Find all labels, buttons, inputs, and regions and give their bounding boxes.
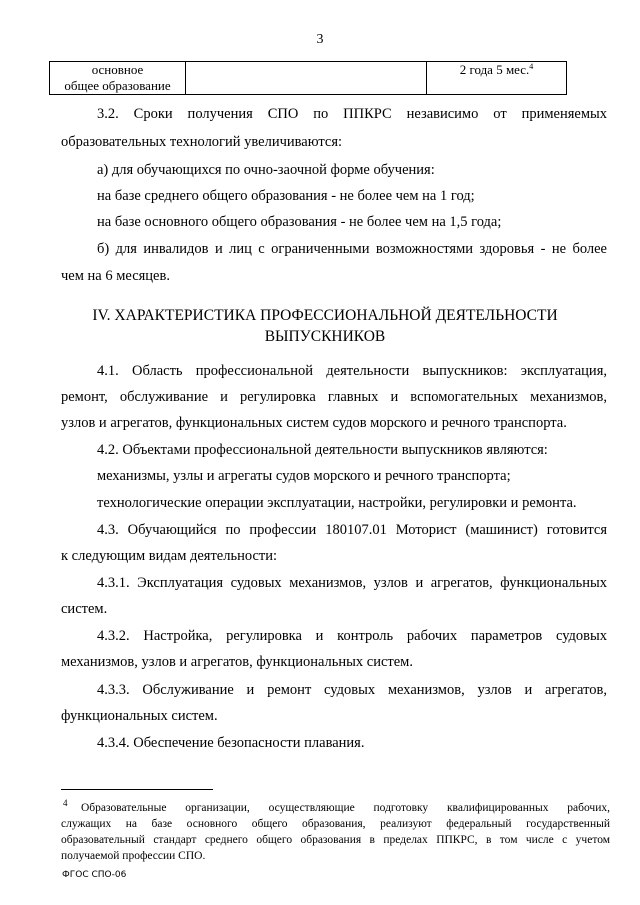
paragraph-4-3-4: 4.3.4. Обеспечение безопасности плавания. [97,735,365,751]
duration-cell [427,62,567,95]
paragraph-4-3-3-line1: 4.3.3. Обслуживание и ремонт судовых механизмов, узлов и агрегатов, [97,682,607,698]
page-number: 3 [316,32,324,47]
section-heading-line2: ВЫПУСКНИКОВ [264,328,386,345]
paragraph-3-2-item-a: а) для обучающихся по очно-заочной форме обучения: [97,162,435,178]
paragraph-3-2-line2: образовательных технологий увеличиваются: [61,134,343,150]
paragraph-4-3-line2: к следующим видам деятельности: [61,548,278,564]
paragraph-3-2-item-b-line2: чем на 6 месяцев. [61,268,170,284]
footnote-reference: 4 [529,62,534,71]
section-heading-line1: IV. ХАРАКТЕРИСТИКА ПРОФЕССИОНАЛЬНОЙ ДЕЯТЕЛЬНОСТИ [92,307,558,324]
duration-value: 2 года 5 мес. [459,62,530,77]
duration-table [49,61,567,95]
paragraph-4-3-2-line1: 4.3.2. Настройка, регулировка и контроль рабочих параметров судовых [97,628,607,644]
paragraph-3-2-line1: 3.2. Сроки получения СПО по ППКРС независимо от применяемых [97,106,607,122]
paragraph-4-3-line1: 4.3. Обучающийся по профессии 180107.01 Моторист (машинист) готовится [97,522,607,538]
paragraph-4-3-1-line1: 4.3.1. Эксплуатация судовых механизмов, узлов и агрегатов, функциональных [97,575,607,591]
paragraph-4-1-line2: ремонт, обслуживание и регулировка главных и вспомогательных механизмов, [61,389,607,405]
paragraph-4-2-item1: механизмы, узлы и агрегаты судов морского и речного транспорта; [97,468,511,484]
document-code: ФГОС СПО-06 [62,870,127,880]
paragraph-4-3-2-line2: механизмов, узлов и агрегатов, функциональных систем. [61,654,413,670]
paragraph-3-2-item-a1: на базе среднего общего образования - не более чем на 1 год; [97,188,475,204]
footnote-line3: образовательный стандарт среднего общего образования в пределах ППКРС, в том числе с учетом [61,834,610,846]
empty-cell [186,62,427,95]
education-level-line2: общее образование [64,78,171,93]
paragraph-4-3-1-line2: систем. [61,601,108,617]
footnote-line1: Образовательные организации, осуществляющие подготовку квалифицированных рабочих, [81,802,610,814]
education-level-cell [50,62,186,95]
footnote-line2: служащих на базе основного общего образования, реализуют федеральный государственный [61,818,610,830]
paragraph-3-2-item-b-line1: б) для инвалидов и лиц с ограниченными возможностями здоровья - не более [97,241,607,257]
table-row [50,62,567,95]
education-level-line1: основное [91,62,144,77]
paragraph-4-2: 4.2. Объектами профессиональной деятельности выпускников являются: [97,442,548,458]
paragraph-4-2-item2: технологические операции эксплуатации, настройки, регулировки и ремонта. [97,495,577,511]
paragraph-3-2-item-a2: на базе основного общего образования - не более чем на 1,5 года; [97,214,502,230]
paragraph-4-1-line3: узлов и агрегатов, функциональных систем судов морского и речного транспорта. [61,415,567,431]
paragraph-4-3-3-line2: функциональных систем. [61,708,218,724]
footnote-mark: 4 [63,798,68,808]
footnote-separator [61,789,213,790]
footnote-line4: получаемой профессии СПО. [61,850,206,862]
paragraph-4-1-line1: 4.1. Область профессиональной деятельности выпускников: эксплуатация, [97,363,607,379]
